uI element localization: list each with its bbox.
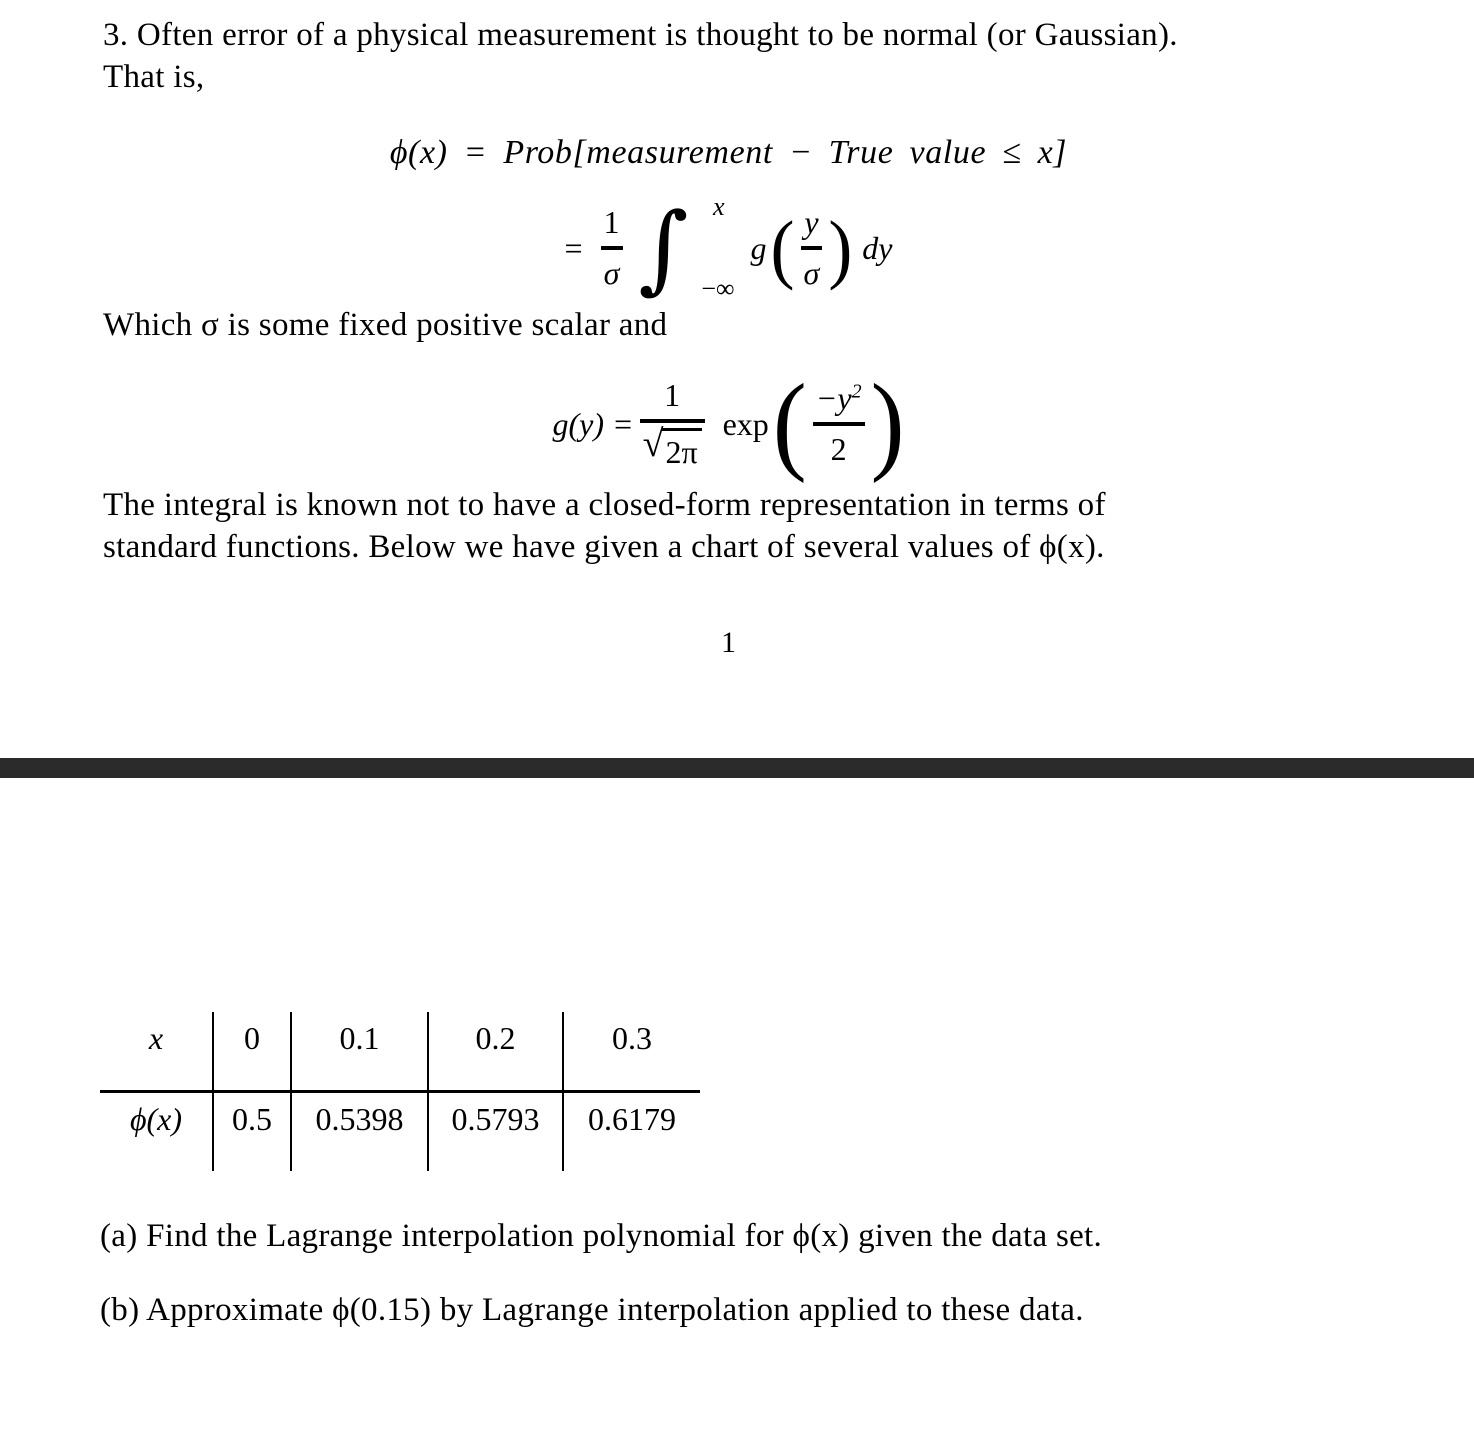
neg-y-term: −y — [815, 380, 852, 417]
fraction-numerator: 1 — [664, 377, 681, 414]
table-cell-phi-label: ϕ(x) — [100, 1091, 213, 1171]
fraction-denominator: 2 — [830, 431, 847, 467]
formula-phi-definition: ϕ(x) = Prob[measurement − True value ≤ x] — [389, 134, 1068, 171]
table-cell-x3: 0.3 — [563, 1012, 700, 1091]
integral-upper-limit: x — [713, 192, 725, 221]
radical-sign: √ — [642, 423, 664, 465]
problem-statement-line-1: 3. Often error of a physical measurement is thought to be normal (or Gaussian). — [103, 17, 1178, 53]
right-paren: ) — [870, 362, 905, 485]
integral-with-limits — [637, 192, 735, 304]
table-cell-phi1: 0.5398 — [291, 1091, 428, 1171]
sigma-note: Which σ is some fixed positive scalar and — [103, 307, 668, 343]
table-cell-phi0: 0.5 — [213, 1091, 291, 1171]
fraction-denominator — [640, 423, 705, 471]
task-b: (b) Approximate ϕ(0.15) by Lagrange interpolation applied to these data. — [100, 1292, 1084, 1328]
table-cell-x0: 0 — [213, 1012, 291, 1091]
page-1-content — [0, 0, 1474, 660]
page-separator-bar — [0, 758, 1474, 778]
formula-integral — [103, 192, 1354, 304]
fraction-numerator: 1 — [603, 204, 620, 241]
task-a: (a) Find the Lagrange interpolation polynomial for ϕ(x) given the data set. — [100, 1218, 1103, 1254]
page-number: 1 — [721, 626, 736, 659]
gaussian-lhs: g(y) = — [552, 405, 634, 442]
equals-sign: = — [564, 229, 583, 266]
page-2-content — [0, 1012, 1474, 1331]
problem-statement-line-2: That is, — [103, 59, 205, 95]
fraction-bar — [601, 246, 623, 250]
fraction-denominator: σ — [603, 255, 620, 291]
differential-dy: dy — [862, 229, 893, 266]
table-cell-phi2: 0.5793 — [428, 1091, 563, 1171]
left-paren: ( — [772, 362, 807, 485]
fraction-bar — [813, 422, 865, 426]
table-cell-x-label: x — [100, 1012, 213, 1091]
fraction-negysq-over-2 — [813, 380, 865, 468]
fraction-one-over-sqrt-2pi — [640, 377, 705, 471]
fraction-one-over-sigma — [601, 204, 623, 292]
phi-values-table — [100, 1012, 700, 1171]
closed-form-note-line-1: The integral is known not to have a closed-form representation in terms of — [103, 487, 1106, 523]
fraction-y-over-sigma — [801, 204, 823, 292]
problem-statement — [103, 14, 1354, 98]
closed-form-note — [103, 484, 1354, 568]
left-paren: ( — [770, 204, 795, 291]
table-value-row — [100, 1091, 700, 1171]
formula-gaussian — [103, 364, 1354, 484]
table-cell-phi3: 0.6179 — [588, 1100, 676, 1137]
exp-label: exp — [722, 405, 769, 442]
fraction-denominator: σ — [803, 255, 820, 291]
integral-sign: ∫ — [638, 192, 689, 304]
table-cell-x2: 0.2 — [428, 1012, 563, 1091]
exponent-2: 2 — [851, 380, 862, 403]
fraction-numerator: y — [804, 204, 819, 241]
fraction-bar — [801, 246, 823, 250]
closed-form-note-line-2: standard functions. Below we have given a chart of several values of ϕ(x). — [103, 529, 1105, 565]
integral-lower-limit: −∞ — [701, 274, 735, 303]
right-paren: ) — [828, 204, 853, 291]
table-header-row — [100, 1012, 700, 1091]
fraction-numerator — [813, 380, 865, 417]
radicand-2pi: 2π — [662, 428, 701, 471]
function-g: g — [750, 229, 767, 266]
table-cell-x1: 0.1 — [291, 1012, 428, 1091]
